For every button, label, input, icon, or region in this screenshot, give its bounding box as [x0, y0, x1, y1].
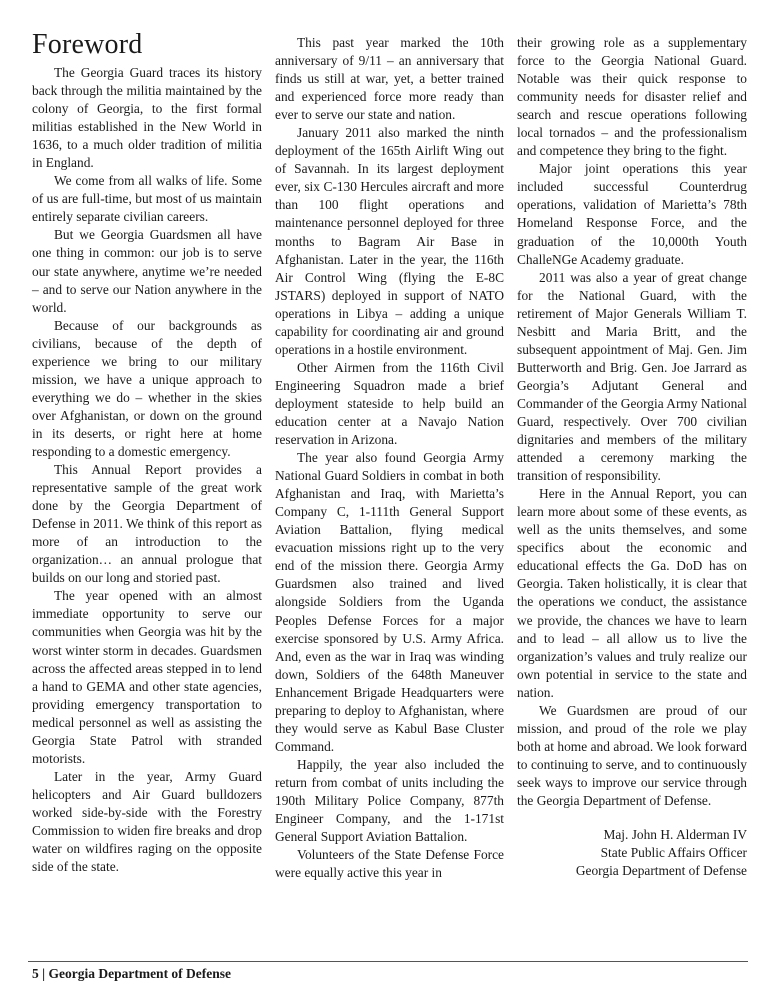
paragraph: January 2011 also marked the ninth deployment of the 165th Airlift Wing out of Savannah. In its largest deployment ever, six C-130 Hercules aircraft and more than 100 flight operations and maintenance personnel deployed for three months to Bagram Air Base in Afghanistan. Later in the year, the 116th Air Control Wing (flying the E-8C JSTARS) deployed in support of NATO operations in Libya – adding a unique capability for coordinating air and ground operations in a hostile environment. [275, 125, 504, 357]
page-footer: 5 | Georgia Department of Defense [32, 966, 232, 981]
paragraph: Later in the year, Army Guard helicopters and Air Guard bulldozers worked side-by-side with the Forestry Commission to widen fire breaks and drop water on wildfires raging on the opposite side of the state. [32, 768, 262, 875]
paragraph-continued: their growing role as a supplementary force to the Georgia National Guard. Notable was their quick response to community needs for disaster relief and search and rescue operations following local tornados – and the professionalism and competence they bring to the fight. [517, 35, 747, 159]
signature-block [517, 826, 747, 880]
signature-name: Maj. John H. Alderman IV [603, 827, 747, 843]
paragraph: The year also found Georgia Army National Guard Soldiers in combat in both Afghanistan and Iraq, with Marietta’s Company C, 1-111th General Support Aviation Battalion, flying medical evacuation missions right up to the very end of the mission there. Georgia Army Guardsmen also trained and lived alongside Soldiers from the Uganda Peoples Defense Forces for a major exercise sponsored by U.S. Army Africa. And, even as the war in Iraq was winding down, Soldiers of the 648th Maneuver Enhancement Brigade Headquarters were preparing to deploy to Afghanistan, where they would serve as Kabul Base Cluster Command. [275, 450, 504, 754]
column-left [32, 29, 262, 876]
paragraph: Here in the Annual Report, you can learn more about some of these events, as well as the units themselves, and some specifics about the economic and educational effects the Ga. DoD has on Georgia. Taken holistically, it is clear that the operations we conduct, the assistance we provide, the chances we have to learn and to lead – all allow us to live the organization’s values and truly realize our own potential in service to the state and nation. [517, 486, 747, 700]
paragraph: Major joint operations this year included successful Counterdrug operations, validation of Marietta’s 78th Homeland Response Force, and the graduation of the 10,000th Youth ChalleNGe Academy graduate. [517, 161, 747, 267]
footer-divider [28, 961, 748, 962]
paragraph: Volunteers of the State Defense Force were equally active this year in [275, 847, 504, 881]
paragraph: But we Georgia Guardsmen all have one thing in common: our job is to serve our state anywhere, anytime we’re needed – and to serve our Nation anywhere in the world. [32, 227, 262, 315]
paragraph: Happily, the year also included the return from combat of units including the 190th Military Police Company, 877th Engineer Company, and the 1-171st General Support Aviation Battalion. [275, 756, 504, 845]
signature-role: State Public Affairs Officer [600, 845, 747, 861]
paragraph: 2011 was also a year of great change for the National Guard, with the retirement of Major Generals William T. Nesbitt and Maria Britt, and the subsequent appointment of Maj. Gen. Jim Butterworth and Brig. Gen. Joe Jarrard as Georgia’s Adjutant General and Commander of the Georgia Army National Guard, respectively. Over 700 civilian dignitaries and members of the military attended a ceremony marking the transition of responsibility. [517, 269, 747, 484]
paragraph: We Guardsmen are proud of our mission, and proud of the role we play both at home and abroad. We look forward to continuing to serve, and to continuously seek ways to improve our service through the Georgia Department of Defense. [517, 702, 747, 808]
page-title: Foreword [32, 29, 143, 60]
paragraph: We come from all walks of life. Some of us are full-time, but most of us maintain entirely separate civilian careers. [32, 173, 262, 225]
signature-org: Georgia Department of Defense [575, 863, 747, 879]
paragraph: Other Airmen from the 116th Civil Engineering Squadron made a brief deployment stateside to help build an education center at a Navajo Nation reservation in Arizona. [275, 359, 504, 448]
paragraph: This past year marked the 10th anniversary of 9/11 – an anniversary that finds us still at war, yet, a better trained and experienced force more ready than ever to serve our state and nation. [275, 35, 504, 123]
paragraph: The year opened with an almost immediate opportunity to serve our communities when Georgia was hit by the worst winter storm in decades. Guardsmen across the affected areas stepped in to lend a hand to GEMA and other state agencies, providing emergency transportation to medical personnel as well as assisting the Georgia State Patrol with stranded motorists. [32, 588, 262, 766]
paragraph: The Georgia Guard traces its history back through the militia maintained by the colony of Georgia, to the first formal militias established in the New World in 1636, to a much older tradition of militia in England. [32, 65, 262, 171]
paragraph: This Annual Report provides a representative sample of the great work done by the Georgia Department of Defense in 2011. We think of this report as more of an introduction to the organization… an annual prologue that builds on our long and storied past. [32, 462, 262, 586]
paragraph: Because of our backgrounds as civilians, because of the depth of experience we bring to our military mission, we have a unique approach to everything we do – whether in the skies over Afghanistan, or down on the ground in its deserts, or right here at home responding to a domestic emergency. [32, 317, 262, 459]
column-right [517, 34, 747, 880]
column-middle [275, 34, 504, 882]
